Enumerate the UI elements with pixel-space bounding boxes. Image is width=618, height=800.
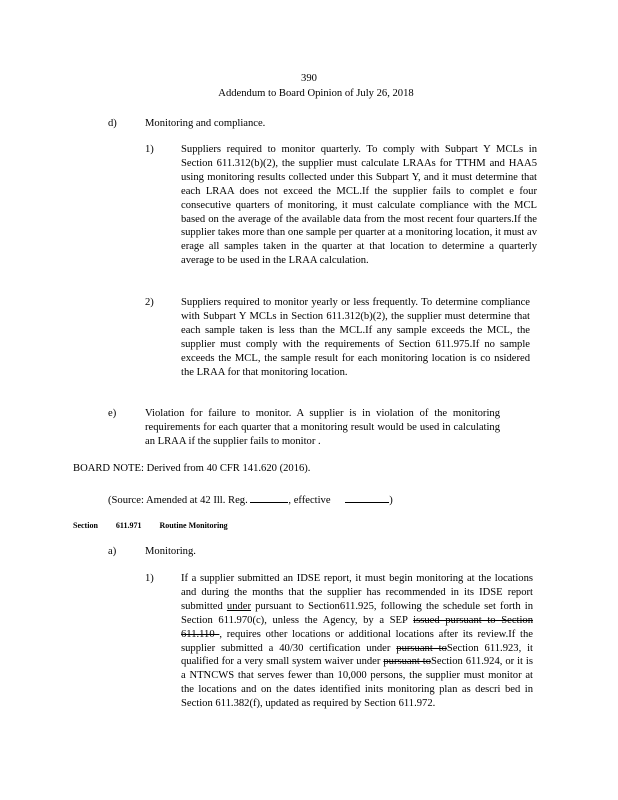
item-e-text: Violation for failure to monitor. A supplier is in violation of the monitoring requirements for each quarter that a monitoring result would be used in calculating an LRAA if the supplier fails to monitor .	[145, 408, 500, 447]
page-number: 390	[301, 73, 317, 84]
a1-inserted-under: under	[226, 600, 252, 612]
item-e-label: e)	[108, 408, 117, 419]
source-middle: , effective	[288, 495, 331, 506]
item-d1-text: Suppliers required to monitor quarterly. To comply with Subpart Y MCLs in Section 611.312(b)(2), the supplier must calculate LRAAs for TTHM and HAA5 using monitoring results collected under this Subpart Y, and it must determine that each LRAA does not exceed the MCL.If the supplier fails to complet e four consecutive quarters of monitoring, it must calculate compliance with the MCL based on the average of the available data from the most recent four quarters.If the supplier takes more than one sample per quarter at a monitoring location, it must av erage all samples taken in the quarter at that location to determine a quarterly average to be used in the LRAA calculation.	[181, 144, 537, 267]
item-d1-label: 1)	[145, 144, 154, 155]
a1-deleted-1: issued pursuant to Section 611.110	[181, 614, 534, 640]
a1-part-3: , requires other locations or additional locations after its review.If the supplier submitted a 40/30 certification under	[181, 628, 533, 654]
a1-part-1: If a supplier submitted an IDSE report, it must begin monitoring at the locations and during the months that the supplier has recommended in its IDSE report submitted	[181, 573, 533, 612]
page-subtitle: Addendum to Board Opinion of July 26, 2018	[218, 88, 414, 99]
source-blank-reg	[250, 492, 288, 503]
a1-deleted-2: pursuant to	[396, 642, 447, 654]
item-d2-text: Suppliers required to monitor yearly or less frequently. To determine compliance with Subpart Y MCLs in Section 611.312(b)(2), the supplier must determine that each sample taken is less than the MCL.If any sample exceeds the MCL, the supplier must comply with the requirements of Section 611.975.If no sample exceeds the MCL, the sample result for each monitoring location is co nsidered the LRAA for that monitoring location.	[181, 297, 530, 378]
source-suffix: )	[389, 495, 393, 506]
item-d-title: Monitoring and compliance.	[145, 118, 266, 129]
section-word: Section	[73, 521, 98, 530]
source-line	[108, 492, 393, 508]
a1-deleted-3: pursuant to	[383, 656, 432, 668]
item-a1-label: 1)	[145, 573, 154, 584]
a1-part-5: Section 611.924, or it is a NTNCWS that serves fewer than 10,000 persons, the supplier must monitor at the locations and on the dates identified inits monitoring plan as descri bed in Section 611.382(f), updated as required by Section 611.972.	[181, 656, 533, 710]
item-a1-text	[181, 572, 533, 711]
section-title: Routine Monitoring	[159, 521, 228, 530]
board-note: BOARD NOTE: Derived from 40 CFR 141.620 (2016).	[73, 463, 311, 474]
a1-part-2: pursuant to Section611.925, following the schedule set forth in Section 611.970(c), unless the Agency, by a SEP	[181, 600, 534, 626]
item-a-label: a)	[108, 546, 117, 557]
section-number: 611.971	[115, 521, 142, 530]
source-blank-date	[345, 492, 389, 503]
item-a-title: Monitoring.	[145, 546, 196, 557]
a1-part-4: Section 611.923, it qualified for a very small system waiver under	[181, 642, 534, 668]
section-heading	[73, 519, 228, 533]
item-d-label: d)	[108, 118, 117, 129]
item-d2-label: 2)	[145, 297, 154, 308]
source-prefix: (Source: Amended at 42 Ill. Reg.	[108, 495, 248, 506]
